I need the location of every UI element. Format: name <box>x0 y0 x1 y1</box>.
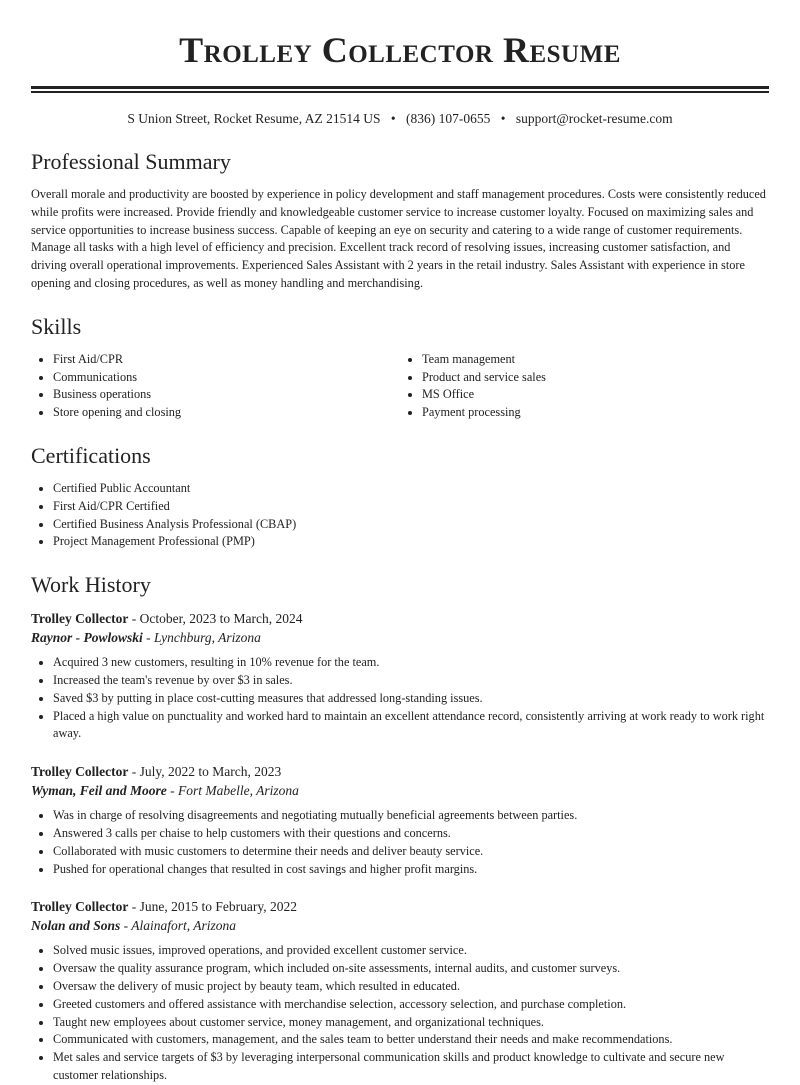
job-bullets <box>31 807 769 878</box>
certifications-list <box>31 480 769 551</box>
skill-item: • Payment processing <box>422 404 769 422</box>
contact-separator: • <box>390 111 396 126</box>
job-dates: - October, 2023 to March, 2024 <box>128 611 303 627</box>
certifications-heading: Certifications <box>31 442 151 468</box>
skill-item: • First Aid/CPR <box>53 351 400 369</box>
certification-item: • First Aid/CPR Certified <box>53 498 769 516</box>
job-dates: - July, 2022 to March, 2023 <box>128 764 282 780</box>
job-title: Trolley Collector <box>31 764 129 780</box>
job-title-line <box>31 762 769 781</box>
skill-item: • Business operations <box>53 386 400 404</box>
certification-item: • Certified Public Accountant <box>53 480 769 498</box>
contact-phone: (836) 107-0655 <box>405 111 491 126</box>
job-bullets <box>31 942 769 1084</box>
job-title: Trolley Collector <box>31 899 129 915</box>
job-bullets <box>31 654 769 743</box>
job-entry <box>31 897 769 1084</box>
skill-item: • Product and service sales <box>422 369 769 387</box>
job-entry <box>31 609 769 743</box>
job-bullet: • Acquired 3 new customers, resulting in 10% revenue for the team. <box>53 654 769 672</box>
skill-item: • MS Office <box>422 386 769 404</box>
certification-item: • Certified Business Analysis Professional (CBAP) <box>53 516 769 534</box>
work-history-section <box>31 571 769 1085</box>
job-bullet: • Answered 3 calls per chaise to help customers with their questions and concerns. <box>53 825 769 843</box>
skill-item: • Team management <box>422 351 769 369</box>
resume-title: Trolley Collector Resume <box>179 30 621 70</box>
job-bullet: • Placed a high value on punctuality and worked hard to maintain an excellent attendance record, consistently arriving at work ready to work right away. <box>53 708 769 744</box>
certifications-section <box>31 442 769 551</box>
skills-heading: Skills <box>31 313 82 339</box>
summary-section <box>31 148 769 293</box>
summary-text: Overall morale and productivity are boosted by experience in policy development and staff management procedures. Costs were consistently reduced while profits were increased. Provide friendly and knowledgeable customer service to increase customer loyalty. Focused on maximizing sales and service opportunities to increase business success. Capable of keeping an eye on security and catering to a wide range of customer requirements. Manage all tasks with a high level of efficiency and precision. Excellent track record of resolving issues, increasing customer satisfaction, and driving overall operational improvements. Experienced Sales Assistant with 2 years in the retail industry. Sales Assistant with experience in store opening and closing procedures, as well as money handling and merchandising. <box>31 187 766 290</box>
job-bullet: • Oversaw the delivery of music project by beauty team, which resulted in educated. <box>53 978 769 996</box>
job-bullet: • Solved music issues, improved operations, and provided excellent customer service. <box>53 942 769 960</box>
job-entry <box>31 762 769 878</box>
contact-email: support@rocket-resume.com <box>515 111 673 126</box>
resume-page <box>31 0 769 1085</box>
job-bullet: • Greeted customers and offered assistance with merchandise selection, accessory selection, and purchase completion. <box>53 996 769 1014</box>
skill-item: • Communications <box>53 369 400 387</box>
job-location: - Fort Mabelle, Arizona <box>166 783 299 799</box>
job-location: - Lynchburg, Arizona <box>142 630 261 646</box>
job-title: Trolley Collector <box>31 611 129 627</box>
skills-list-left <box>31 351 400 422</box>
job-company: Raynor - Powlowski <box>31 630 143 646</box>
job-bullet: • Collaborated with music customers to determine their needs and deliver beauty service. <box>53 843 769 861</box>
job-company-line <box>31 781 769 800</box>
certification-item: • Project Management Professional (PMP) <box>53 533 769 551</box>
job-title-line <box>31 897 769 916</box>
contact-separator: • <box>500 111 506 126</box>
job-bullet: • Saved $3 by putting in place cost-cutting measures that addressed long-standing issues. <box>53 690 769 708</box>
skills-list-right <box>400 351 769 422</box>
work-history-heading: Work History <box>31 572 151 598</box>
contact-address: S Union Street, Rocket Resume, AZ 21514 US <box>127 111 381 126</box>
job-bullet: • Pushed for operational changes that resulted in cost savings and higher profit margins. <box>53 861 769 879</box>
job-dates: - June, 2015 to February, 2022 <box>128 899 297 915</box>
job-bullet: • Oversaw the quality assurance program, which included on-site assessments, internal audits, and customer surveys. <box>53 960 769 978</box>
job-bullet: • Increased the team's revenue by over $3 in sales. <box>53 672 769 690</box>
job-bullet: • Met sales and service targets of $3 by leveraging interpersonal communication skills and product knowledge to cultivate and secure new customer relationships. <box>53 1049 769 1085</box>
job-bullet: • Communicated with customers, management, and the sales team to better understand their needs and make recommendations. <box>53 1031 769 1049</box>
contact-line <box>31 110 769 128</box>
header-divider-thin <box>31 91 769 93</box>
skill-item: • Store opening and closing <box>53 404 400 422</box>
skills-columns <box>31 351 769 422</box>
job-company-line <box>31 628 769 647</box>
job-company: Wyman, Feil and Moore <box>31 783 167 799</box>
summary-heading: Professional Summary <box>31 149 231 174</box>
skills-section <box>31 313 769 422</box>
job-bullet: • Was in charge of resolving disagreements and negotiating mutually beneficial agreements between parties. <box>53 807 769 825</box>
job-company: Nolan and Sons <box>31 918 121 934</box>
job-bullet: • Taught new employees about customer service, money management, and organizational techniques. <box>53 1014 769 1032</box>
job-location: - Alainafort, Arizona <box>120 918 237 934</box>
job-company-line <box>31 916 769 935</box>
job-title-line <box>31 609 769 628</box>
